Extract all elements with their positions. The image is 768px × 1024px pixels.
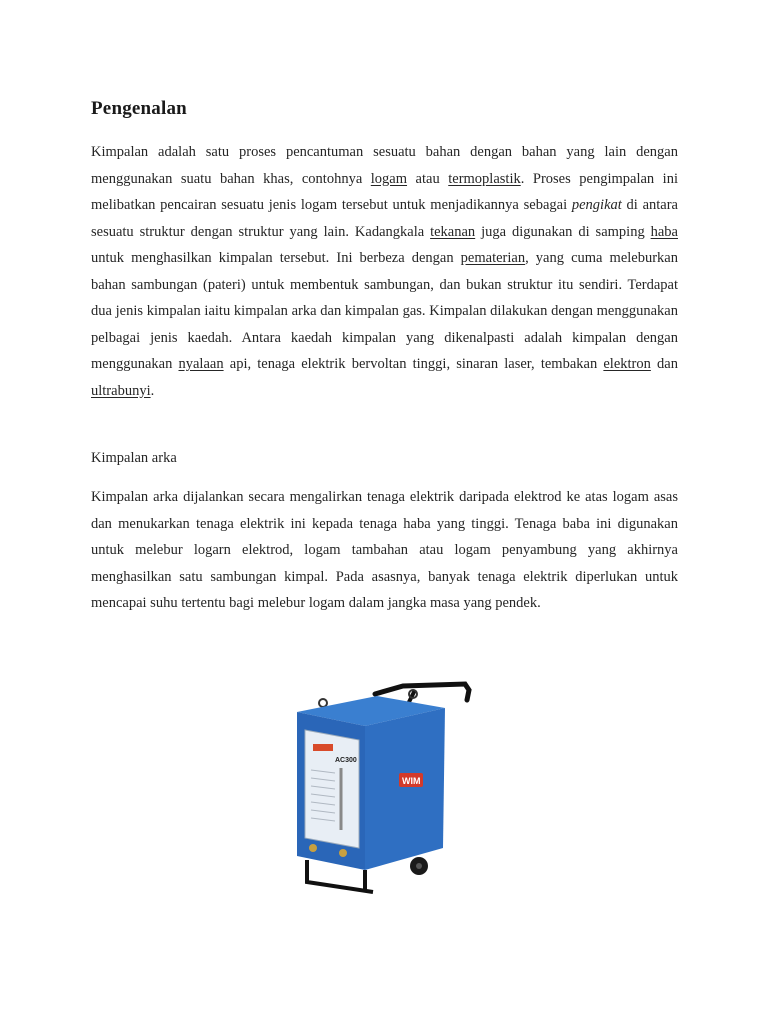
paragraph-text: di antara sesuatu struktur dengan struktur yang lain. Kadangkala [91,197,678,240]
hyperlink-term: termoplastik [448,170,521,187]
paragraph-text: Kimpalan adalah satu proses pencantuman sesuatu bahan dengan bahan yang lain dengan menggunakan suatu bahan khas, contohnya [91,144,678,187]
page-title: Pengenalan [91,98,187,119]
paragraph-text: dan [650,356,678,372]
paragraph-text: atau [407,170,449,187]
paragraph-text: juga digunakan di samping [475,223,651,240]
panel-model-text: AC300 [335,757,357,764]
italic-term: pengikat [571,197,622,213]
paragraph-text: api, tenaga elektrik bervoltan tinggi, sinaran laser, tembakan [223,356,604,372]
paragraph-text: , yang cuma meleburkan bahan sambungan (pateri) untuk membentuk sambungan, dan bukan struktur itu sendiri. Terdapat dua jenis kimpalan iaitu kimpalan arka dan kimpalan gas. Kimpalan dilakukan dengan menggunakan pelbagai jenis kaedah. Antara kaedah kimpalan yang dikenalpasti adalah kimpalan dengan menggunakan [91,250,678,372]
hyperlink-term: haba [650,223,678,240]
hyperlink-term: tekanan [430,223,476,240]
hyperlink-term: ultrabunyi [91,382,151,399]
intro-paragraph [91,139,678,404]
paragraph-text: . Proses pengimpalan ini melibatkan pencairan sesuatu jenis logam tersebut untuk menjadikannya sebagai [91,170,678,213]
hyperlink-term: pematerian [460,250,526,266]
arc-welding-paragraph: Kimpalan arka dijalankan secara mengalirkan tenaga elektrik daripada elektrod ke atas logam asas dan menukarkan tenaga elektrik ini kepada tenaga haba yang tinggi. Tenaga baba ini digunakan untuk melebur logarn elektrod, logam tambahan atau logam penyambung yang akhirnya menghasilkan satu sambungan kimpal. Pada asasnya, banyak tenaga elektrik diperlukan untuk mencapai suhu tertentu bagi melebur logam dalam jangka masa yang pendek. [91,489,678,611]
hyperlink-term: elektron [603,356,651,372]
hyperlink-term: nyalaan [178,356,224,372]
paragraph-text: untuk menghasilkan kimpalan tersebut. Ini berbeza dengan [91,250,461,266]
paragraph-text: . [150,382,155,399]
brand-logo-text: WIM [402,776,421,786]
hyperlink-term: logam [370,170,408,187]
section-subheading: Kimpalan arka [91,450,177,466]
welding-machine-image [283,670,483,900]
